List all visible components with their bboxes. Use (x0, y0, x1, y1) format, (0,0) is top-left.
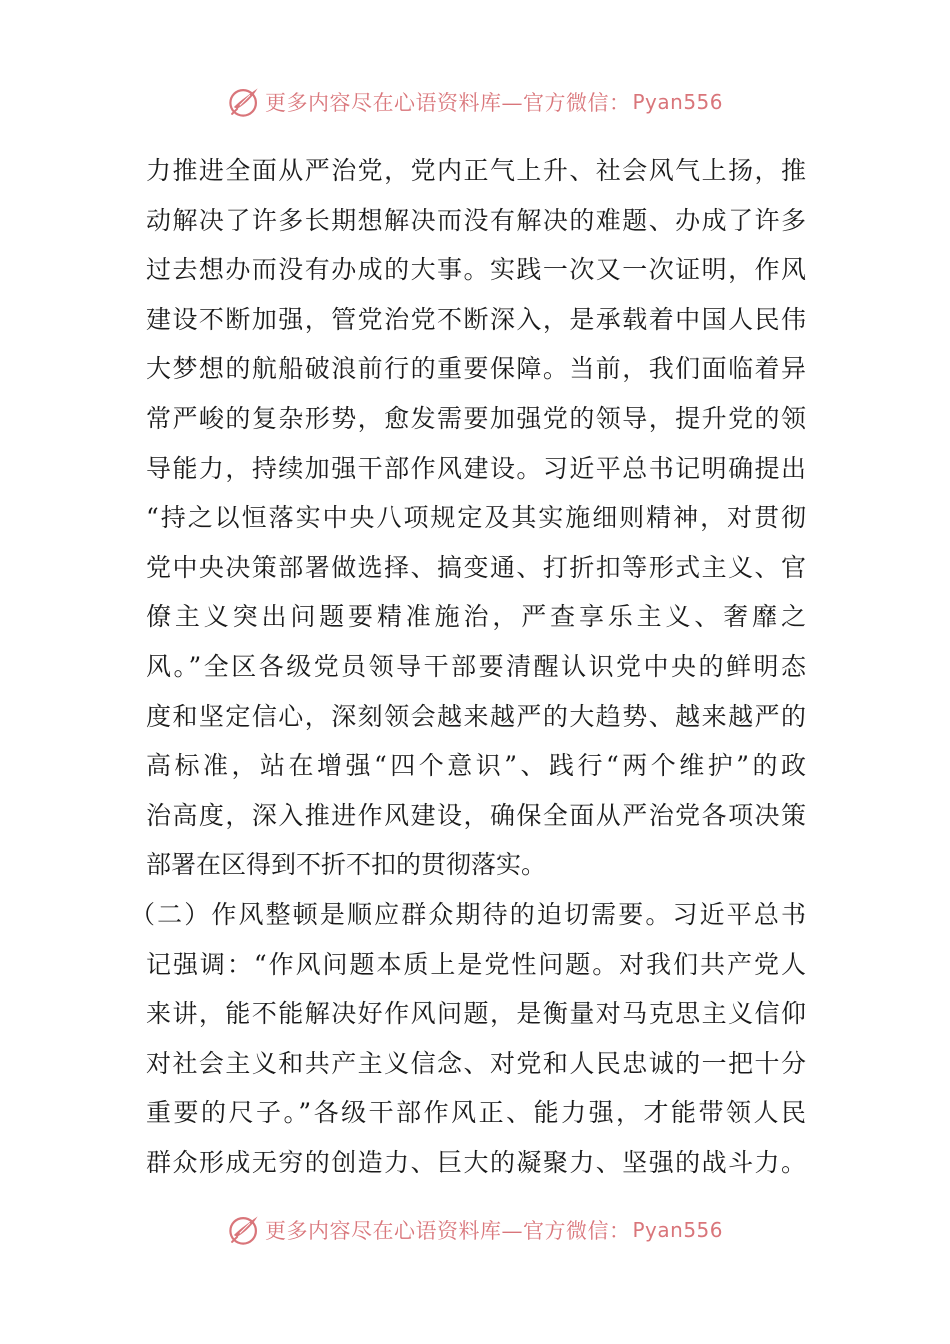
body-line: 党中央决策部署做选择、搞变通、打折扣等形式主义、官 (146, 552, 806, 582)
watermark-text: 更多内容尽在心语资料库—官方微信： (264, 91, 631, 115)
body-line: 度和坚定信心，深刻领会越来越严的大趋势、越来越严的 (146, 701, 806, 731)
body-line: 动解决了许多长期想解决而没有解决的难题、办成了许多 (146, 205, 806, 235)
body-line: 重要的尺子。”各级干部作风正、能力强，才能带领人民 (146, 1098, 806, 1128)
body-line: 风。”全区各级党员领导干部要清醒认识党中央的鲜明态 (146, 651, 806, 681)
body-line: 建设不断加强，管党治党不断深入，是承载着中国人民伟 (146, 304, 806, 334)
body-line: 大梦想的航船破浪前行的重要保障。当前，我们面临着异 (146, 354, 806, 384)
watermark-handle: Pyan556 (632, 1218, 723, 1242)
header-watermark (0, 82, 950, 122)
body-line: “持之以恒落实中央八项规定及其实施细则精神，对贯彻 (146, 503, 806, 533)
body-line: 常严峻的复杂形势，愈发需要加强党的领导，提升党的领 (146, 403, 806, 433)
body-line: 僚主义突出问题要精准施治，严查享乐主义、奢靡之 (146, 602, 806, 632)
quill-logo-icon (227, 85, 261, 119)
body-line: 高标准，站在增强“四个意识”、践行“两个维护”的政 (146, 751, 806, 781)
body-line: 对社会主义和共产主义信念、对党和人民忠诚的一把十分 (146, 1048, 806, 1078)
section-heading-line: （二）作风整顿是顺应群众期待的迫切需要。习近平总书 (130, 899, 806, 929)
footer-watermark (0, 1210, 950, 1250)
body-line: 导能力，持续加强干部作风建设。习近平总书记明确提出 (146, 453, 806, 483)
quill-logo-icon (227, 1213, 261, 1247)
watermark-text: 更多内容尽在心语资料库—官方微信： (264, 1219, 631, 1243)
watermark-handle: Pyan556 (632, 90, 723, 114)
body-line: 记强调：“作风问题本质上是党性问题。对我们共产党人 (146, 949, 806, 979)
body-line: 来讲，能不能解决好作风问题，是衡量对马克思主义信仰 (146, 999, 806, 1029)
body-line: 过去想办而没有办成的大事。实践一次又一次证明，作风 (146, 255, 806, 285)
body-line: 治高度，深入推进作风建设，确保全面从严治党各项决策 (146, 800, 806, 830)
body-line: 部署在区得到不折不扣的贯彻落实。 (146, 850, 547, 880)
body-line: 力推进全面从严治党，党内正气上升、社会风气上扬，推 (146, 156, 806, 185)
body-line: 群众形成无穷的创造力、巨大的凝聚力、坚强的战斗力。 (146, 1147, 806, 1177)
document-body (130, 146, 806, 1187)
